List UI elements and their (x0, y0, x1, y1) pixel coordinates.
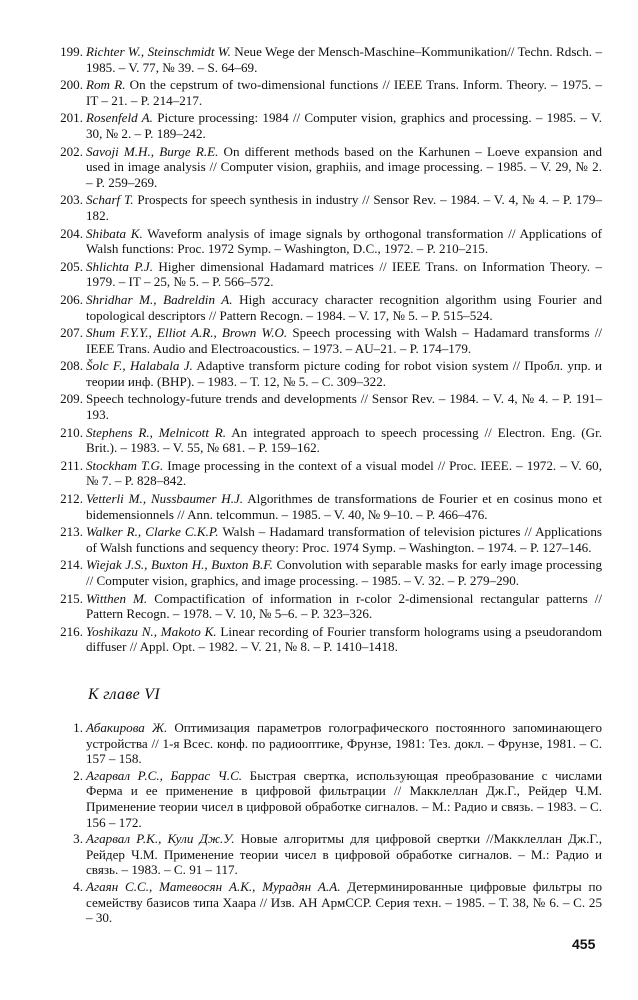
reference-number: 211. (60, 457, 83, 473)
reference-text: On the cepstrum of two-dimensional functions // IEEE Trans. Inform. Theory. – 1975. – IT – 21. – P. 214–217. (86, 77, 603, 108)
reference-text: Image processing in the context of a visual model // Proc. IEEE. – 1972. – V. 60, № 7. – P. 828–842. (86, 457, 602, 489)
reference-number: 4. (73, 878, 83, 894)
reference-list-chapter-6 (52, 720, 602, 927)
reference-body (86, 226, 602, 257)
reference-body (86, 491, 602, 522)
reference-number: 209. (60, 391, 83, 407)
reference-authors: Šolc F., Halabala J. (86, 358, 193, 374)
reference-body (86, 524, 602, 555)
reference-authors: Rom R. (86, 77, 126, 93)
reference-body (86, 458, 602, 489)
reference-number: 206. (60, 291, 83, 307)
reference-authors: Scharf T. (86, 192, 134, 208)
reference-body (86, 591, 602, 622)
reference-authors: Richter W., Steinschmidt W. (86, 44, 231, 59)
reference-entry (52, 144, 602, 191)
reference-entry (52, 591, 602, 622)
reference-authors: Агарвал Р.С., Баррас Ч.С. (86, 767, 243, 783)
reference-number: 208. (60, 358, 83, 374)
reference-entry (52, 624, 602, 655)
reference-entry (52, 110, 602, 141)
reference-number: 212. (60, 491, 83, 507)
reference-text: Convolution with separable masks for early image processing // Computer vision, graphics, and image processing. – 1985. – V. 32. – P. 279–290. (86, 557, 602, 588)
reference-entry (52, 720, 602, 767)
reference-body (86, 768, 602, 830)
reference-text: High accuracy character recognition algorithm using Fourier and topological descriptors // Pattern Recogn. – 1984. – V. 17, № 5. – P. 515–524. (86, 291, 602, 323)
reference-authors: Savoji M.H., Burge R.E. (86, 143, 219, 159)
reference-body (86, 292, 602, 323)
reference-text: Waveform analysis of image signals by orthogonal transformation // Applications of Walsh functions: Proc. 1972 Symp. – Washington, D.C., 1972. – P. 210–215. (86, 225, 602, 257)
reference-text: Higher dimensional Hadamard matrices // IEEE Trans. on Information Theory. – 1979. – IT – 25, № 5. – P. 566–572. (86, 258, 602, 290)
reference-number: 215. (60, 590, 83, 606)
reference-entry (52, 425, 602, 456)
reference-text: Новые алгоритмы для цифровой свертки //Макклеллан Дж.Г., Рейдер Ч.М. Применение теории чисел в цифровой обработке сигналов. – М.: Радио и связь. – 1983. – С. 91 – 117. (86, 831, 602, 878)
reference-entry (52, 259, 602, 290)
reference-number: 214. (60, 557, 83, 573)
reference-number: 216. (60, 623, 83, 639)
reference-body (86, 77, 602, 108)
reference-authors: Stephens R., Melnicott R. (86, 424, 227, 440)
reference-authors: Shum F.Y.Y., Elliot A.R., Brown W.O. (86, 325, 288, 341)
reference-body (86, 325, 602, 356)
reference-authors: Shlichta P.J. (86, 258, 153, 274)
reference-entry (52, 524, 602, 555)
reference-text: Picture processing: 1984 // Computer vision, graphics and processing. – 1985. – V. 30, № 2. – P. 189–242. (86, 110, 602, 141)
reference-authors: Rosenfeld A. (86, 110, 153, 126)
reference-authors: Абакирова Ж. (86, 720, 168, 735)
reference-body (86, 259, 602, 290)
reference-number: 200. (60, 77, 83, 93)
reference-entry (52, 458, 602, 489)
reference-number: 203. (60, 192, 83, 208)
reference-entry (52, 358, 602, 389)
reference-body (86, 879, 602, 926)
reference-body (86, 358, 602, 389)
reference-text: Compactification of information in r-color 2-dimensional rectangular patterns // Pattern Recogn. – 1978. – V. 10, № 5–6. – P. 323–326. (86, 590, 602, 622)
reference-text: Speech technology-future trends and developments // Sensor Rev. – 1984. – V. 4, № 4. – P. 191–193. (86, 391, 602, 423)
reference-body (86, 720, 602, 767)
reference-number: 205. (60, 258, 83, 274)
reference-text: On different methods based on the Karhunen – Loeve expansion and used in image analysis // Computer vision, graphiis, and image processing. – 1985. – V. 29, № 2. – P. 259–269. (86, 143, 602, 190)
reference-text: Walsh – Hadamard transformation of television pictures // Applications of Walsh functions and sequency theory: Proc. 1974 Symp. – Washington. – 1974. – P. 127–146. (86, 524, 602, 555)
reference-number: 204. (60, 225, 83, 241)
reference-authors: Vetterli M., Nussbaumer H.J. (86, 491, 244, 507)
reference-number: 1. (73, 720, 83, 735)
reference-body (86, 44, 602, 75)
reference-authors: Walker R., Clarke C.K.P. (86, 524, 219, 540)
reference-text: Детерминированные цифровые фильтры по семейству базисов типа Хаара // Изв. АН АрмССР. Серия техн. – 1985. – Т. 38, № 6. – С. 25 – 30. (86, 878, 603, 926)
reference-authors: Witthen M. (86, 590, 148, 606)
reference-authors: Shibata K. (86, 225, 143, 241)
reference-text: Algorithmes de transformations de Fourier et en cosinus mono et bidemensionnels // Ann. telcommun. – 1985. – V. 40, № 9–10. – P. 466–476. (86, 491, 602, 522)
reference-text: Speech processing with Walsh – Hadamard transforms // IEEE Trans. Audio and Electroacoustics. – 1973. – AU–21. – P. 174–179. (86, 325, 602, 356)
section-title: К главе VI (88, 686, 160, 703)
reference-text: Neue Wege der Mensch-Maschine–Kommunikation// Techn. Rdsch. – 1985. – V. 77, № 39. – S. 64–69. (86, 44, 602, 75)
reference-body (86, 624, 602, 655)
reference-number: 2. (73, 767, 83, 783)
reference-text: Быстрая свертка, использующая преобразование с числами Ферма и ее применение в цифровой фильтрации // Макклеллан Дж.Г., Рейдер Ч.М. Применение теории чисел в цифровой обработке сигналов. – М.: Радио и связь. – 1983. – С. 156 – 172. (86, 767, 603, 830)
reference-entry (52, 391, 602, 422)
reference-number: 3. (73, 831, 83, 847)
reference-number: 201. (60, 110, 83, 126)
reference-entry (52, 325, 602, 356)
reference-entry (52, 557, 602, 588)
reference-number: 207. (60, 325, 83, 341)
reference-list-chapter-5 (52, 44, 602, 657)
reference-text: Adaptive transform picture coding for robot vision system // Пробл. упр. и теории инф. (ВНР). – 1983. – Т. 12, № 5. – С. 309–322. (86, 358, 602, 389)
reference-entry (52, 831, 602, 878)
reference-entry (52, 768, 602, 830)
reference-entry (52, 879, 602, 926)
reference-text: Prospects for speech synthesis in industry // Sensor Rev. – 1984. – V. 4, № 4. – P. 179–182. (86, 192, 602, 223)
reference-body (86, 831, 602, 878)
reference-number: 213. (60, 524, 83, 540)
reference-text: An integrated approach to speech processing // Electron. Eng. (Gr. Brit.). – 1983. – V. 55, № 681. – P. 159–162. (86, 424, 602, 456)
page-number: 455 (572, 936, 596, 952)
reference-entry (52, 77, 602, 108)
reference-authors: Shridhar M., Badreldin A. (86, 291, 233, 307)
reference-number: 202. (60, 143, 83, 159)
reference-body (86, 144, 602, 191)
reference-body (86, 391, 602, 422)
reference-authors: Агарвал Р.К., Кули Дж.У. (86, 831, 235, 847)
reference-entry (52, 44, 602, 75)
reference-entry (52, 292, 602, 323)
reference-entry (52, 192, 602, 223)
reference-entry (52, 226, 602, 257)
reference-number: 199. (60, 44, 83, 59)
reference-authors: Stockham T.G. (86, 457, 164, 473)
reference-body (86, 192, 602, 223)
reference-text: Оптимизация параметров голографического постоянного запоминающего устройства // 1-я Всес. конф. по радиооптике, Фрунзе, 1981: Тез. докл. – Фрунзе, 1981. – С. 157 – 158. (86, 720, 602, 767)
reference-text: Linear recording of Fourier transform holograms using a pseudorandom diffuser // Appl. Opt. – 1982. – V. 21, № 8. – P. 1410–1418. (86, 623, 603, 655)
reference-authors: Wiejak J.S., Buxton H., Buxton B.F. (86, 557, 273, 573)
reference-number: 210. (60, 424, 83, 440)
reference-entry (52, 491, 602, 522)
reference-body (86, 557, 602, 588)
reference-body (86, 110, 602, 141)
reference-authors: Агаян С.С., Матевосян А.К., Мурадян А.А. (86, 878, 341, 894)
reference-body (86, 425, 602, 456)
reference-authors: Yoshikazu N., Makoto K. (86, 623, 217, 639)
